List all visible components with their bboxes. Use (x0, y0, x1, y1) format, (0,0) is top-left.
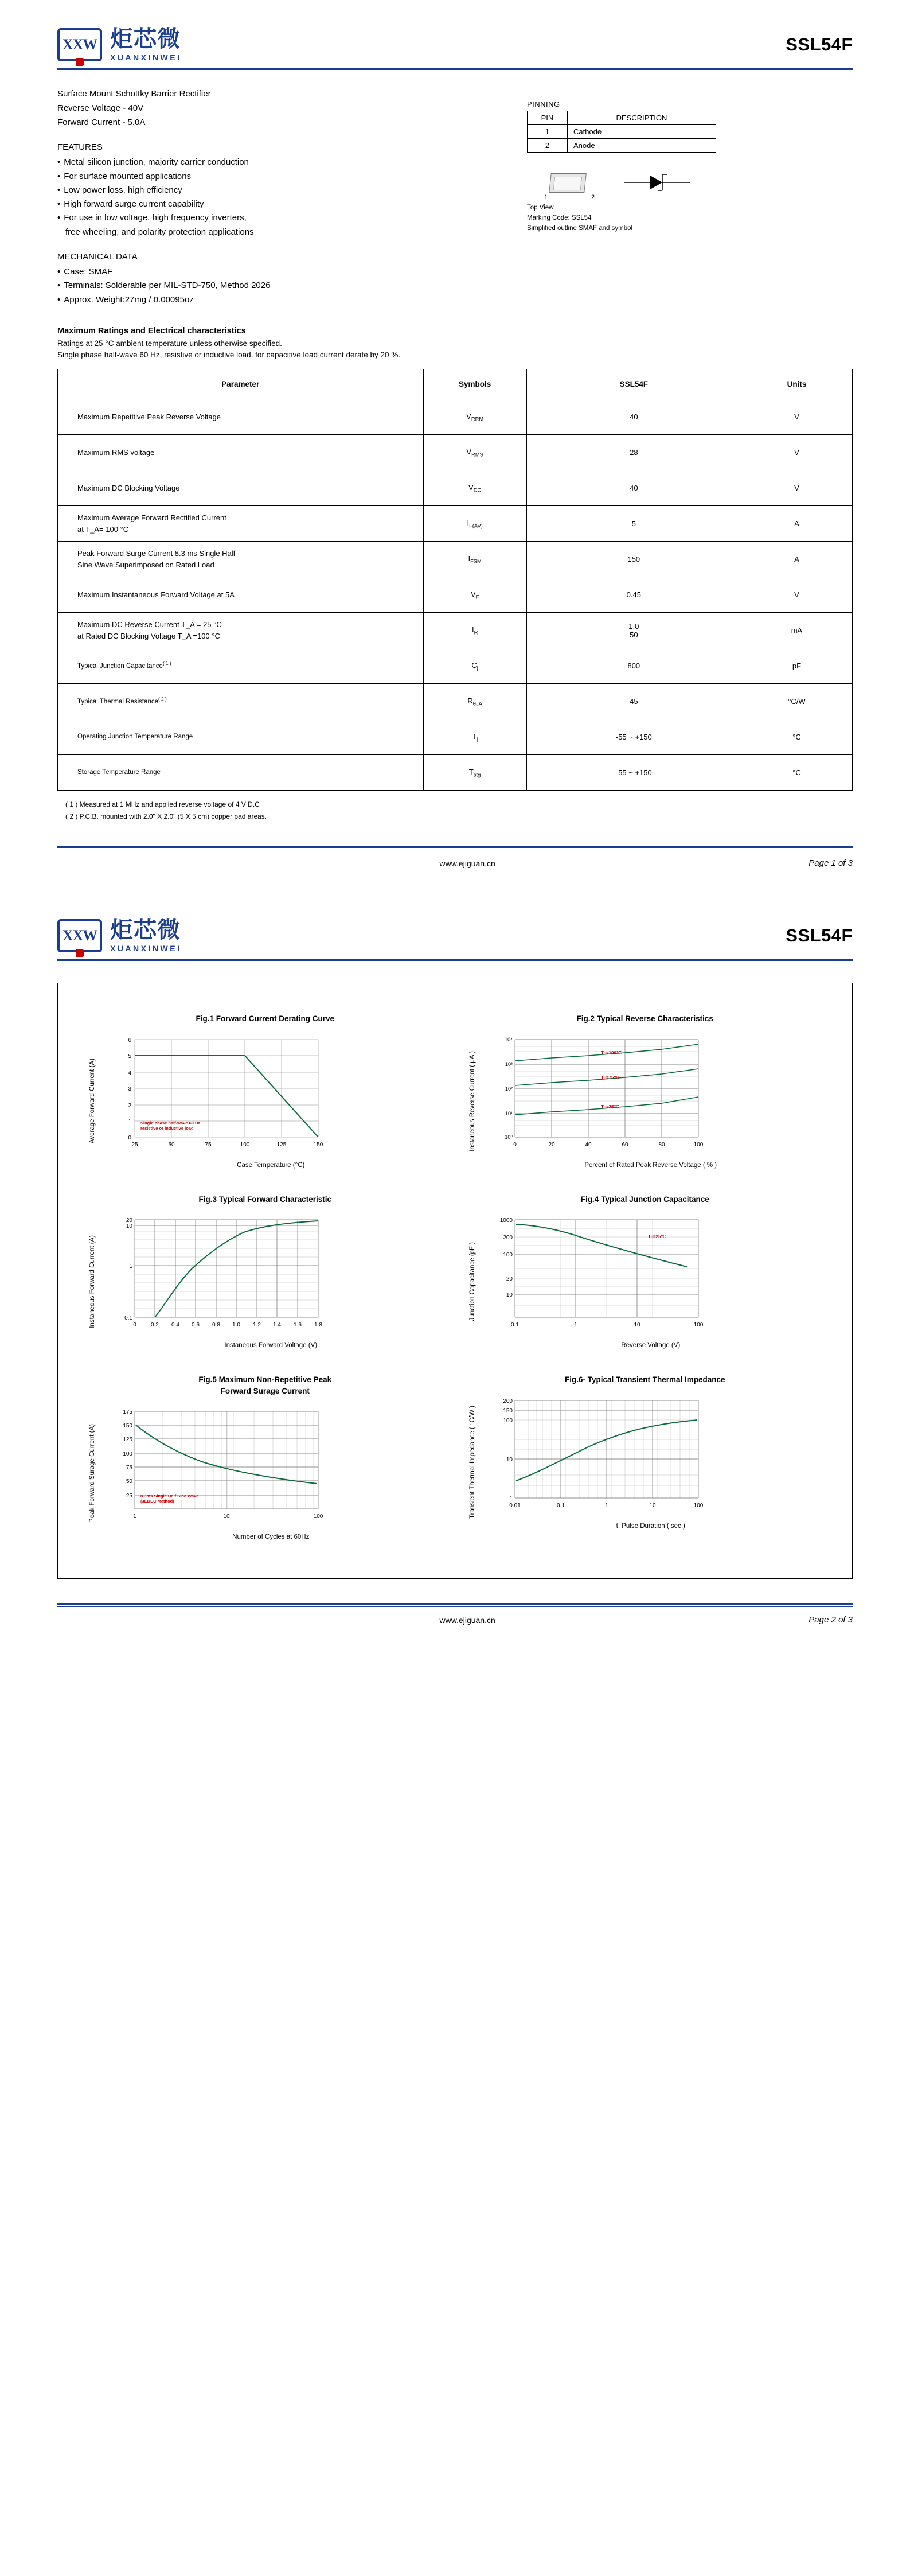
mechanical-item: • Case: SMAF (57, 265, 487, 279)
chart-title: Fig.4 Typical Junction Capacitance (580, 1194, 709, 1204)
feature-item: • High forward surge current capability (57, 197, 487, 211)
svg-text:8.3ms Single Half Sine Wave: 8.3ms Single Half Sine Wave (140, 1493, 199, 1499)
chart-plot-area (481, 1395, 710, 1515)
row-symbol: $T_j$ (423, 719, 526, 755)
svg-text:1: 1 (573, 1322, 577, 1329)
chart-fig4 (455, 1184, 835, 1364)
row-parameter: Maximum Average Forward Rectified Current at T_A= 100 °C (58, 506, 424, 542)
package-pin1-label: 1 (544, 194, 548, 201)
svg-text:0.2: 0.2 (151, 1322, 159, 1329)
svg-text:100: 100 (693, 1141, 703, 1148)
ratings-subtitle-2: Single phase half-wave 60 Hz, resistive or inductive load, for capacitive load current derate by 20 %. (57, 351, 401, 360)
brand-name-cn: 炬芯微 (110, 26, 181, 52)
svg-text:10: 10 (506, 1456, 513, 1463)
header-symbols: Symbols (423, 369, 526, 399)
footnote: ( 1 ) Measured at 1 MHz and applied reverse voltage of 4 V D.C (65, 800, 260, 809)
row-parameter: Maximum RMS voltage (58, 435, 424, 470)
chart-ylabel: Average Forward Current (A) (89, 1059, 96, 1144)
svg-text:75: 75 (126, 1465, 132, 1472)
header-rule-thick (57, 959, 853, 961)
page-header (57, 891, 853, 952)
row-value: 150 (526, 542, 741, 577)
svg-text:5: 5 (128, 1053, 131, 1060)
footer-url[interactable]: www.ejiguan.cn (439, 858, 495, 868)
chart-fig6 (455, 1364, 835, 1555)
table-row (58, 470, 853, 506)
svg-text:0.6: 0.6 (192, 1322, 200, 1329)
svg-text:100: 100 (693, 1322, 703, 1329)
row-unit: A (741, 542, 852, 577)
chart-xlabel: t, Pulse Duration ( sec ) (616, 1522, 685, 1530)
row-symbol: $V_{RMS}$ (423, 435, 526, 470)
svg-text:10: 10 (126, 1223, 132, 1230)
row-value: -55 ~ +150 (526, 755, 741, 791)
svg-text:150: 150 (123, 1423, 132, 1430)
chart-fig2 (455, 1003, 835, 1184)
chart-ylabel: Transient Thermal Impedance ( °C/W ) (468, 1405, 476, 1519)
package-note-line: Simplified outline SMAF and symbol (526, 224, 633, 232)
row-parameter: Peak Forward Surge Current 8.3 ms Single Half Sine Wave Superimposed on Rated Load (58, 542, 424, 577)
svg-text:150: 150 (502, 1407, 513, 1414)
svg-text:175: 175 (123, 1409, 132, 1416)
svg-text:2: 2 (128, 1102, 131, 1109)
svg-text:200: 200 (502, 1235, 513, 1242)
feature-item: • Metal silicon junction, majority carrier conduction (57, 155, 487, 169)
row-parameter: Maximum Repetitive Peak Reverse Voltage (58, 399, 424, 435)
table-row (58, 506, 853, 542)
svg-text:50: 50 (168, 1141, 175, 1148)
svg-text:4: 4 (128, 1069, 131, 1076)
ratings-title: Maximum Ratings and Electrical characteristics (57, 326, 246, 336)
pin-description: Cathode (567, 125, 716, 139)
row-symbol: $V_{RRM}$ (423, 399, 526, 435)
chart-annotation: Single phase half-wave 60 Hz (140, 1120, 201, 1126)
pinning-table (527, 111, 716, 153)
chart-title: Fig.2 Typical Reverse Characteristics (576, 1014, 713, 1024)
svg-text:40: 40 (584, 1141, 592, 1148)
svg-text:1.6: 1.6 (294, 1322, 302, 1329)
mechanical-item: • Approx. Weight:27mg / 0.00095oz (57, 293, 487, 307)
table-row (527, 139, 716, 153)
smaf-package-icon (549, 173, 587, 193)
header-rule-thick (57, 68, 853, 70)
page-2 (0, 891, 910, 1648)
chart-plot-area (481, 1034, 710, 1154)
feature-item: • For use in low voltage, high frequency inverters, (57, 211, 487, 225)
svg-text:T↓=75℃: T↓=75℃ (600, 1075, 619, 1080)
svg-text:1.2: 1.2 (253, 1322, 261, 1329)
svg-text:(JEDEC Method): (JEDEC Method) (140, 1499, 174, 1504)
pin-number: 1 (527, 125, 567, 139)
chart-plot-area (100, 1214, 330, 1334)
row-unit: °C (741, 719, 852, 755)
row-value: 45 (526, 684, 741, 719)
chart-plot-area (100, 1406, 330, 1526)
row-unit: °C/W (741, 684, 852, 719)
row-symbol: $I_R$ (423, 613, 526, 648)
svg-text:10¹: 10¹ (505, 1110, 513, 1116)
row-value: 800 (526, 648, 741, 684)
chart-title: Fig.5 Maximum Non-Repetitive Peak Forward Surage Current (198, 1375, 332, 1395)
table-row (58, 648, 853, 684)
svg-text:10⁰: 10⁰ (504, 1134, 513, 1140)
row-unit: V (741, 577, 852, 613)
row-parameter: Maximum DC Reverse Current T_A = 25 °C at Rated DC Blocking Voltage T_A =100 °C (58, 613, 424, 648)
feature-item: • Low power loss, high efficiency (57, 184, 487, 197)
part-number-heading: SSL54F (786, 34, 853, 55)
table-row (58, 684, 853, 719)
chart-plot-area (481, 1214, 710, 1334)
table-row (58, 613, 853, 648)
header-value: SSL54F (526, 369, 741, 399)
chart-ylabel: Instaneous Forward Current (A) (89, 1235, 96, 1328)
chart-title: Fig.1 Forward Current Derating Curve (196, 1014, 335, 1024)
svg-text:125: 125 (276, 1141, 287, 1148)
chart-xlabel: Percent of Rated Peak Reverse Voltage ( % ) (584, 1161, 717, 1169)
row-parameter: Maximum Instantaneous Forward Voltage at 5A (58, 577, 424, 613)
pinning-label: PINNING (526, 100, 560, 108)
svg-text:10: 10 (223, 1513, 230, 1520)
chart-title: Fig.3 Typical Forward Characteristic (198, 1194, 332, 1204)
row-unit: mA (741, 613, 852, 648)
row-value: 1.0 50 (526, 613, 741, 648)
chart-row-1 (75, 1003, 835, 1184)
chart-fig3 (75, 1184, 455, 1364)
table-header-row (527, 111, 716, 125)
row-parameter: Operating Junction Temperature Range (58, 719, 424, 755)
svg-text:1000: 1000 (499, 1217, 513, 1224)
svg-text:10: 10 (649, 1502, 656, 1509)
svg-text:10²: 10² (505, 1085, 513, 1092)
brand-name-en: XUANXINWEI (110, 53, 182, 62)
chart-xlabel: Number of Cycles at 60Hz (232, 1534, 310, 1541)
chart-row-3 (75, 1364, 835, 1555)
description-col-header: DESCRIPTION (567, 111, 716, 125)
package-outline-diagram (527, 165, 716, 201)
svg-text:0.01: 0.01 (509, 1502, 521, 1509)
charts-container (57, 983, 853, 1579)
company-logo (57, 28, 181, 61)
row-parameter: Maximum DC Blocking Voltage (58, 470, 424, 506)
part-number-heading: SSL54F (786, 925, 853, 945)
row-unit: V (741, 435, 852, 470)
page-header (57, 0, 853, 61)
row-symbol: $C_j$ (423, 648, 526, 684)
table-row (58, 542, 853, 577)
logo-mark-text: XXW (62, 927, 97, 944)
svg-text:25: 25 (131, 1141, 138, 1148)
diode-symbol-icon (624, 170, 699, 195)
page-footer (57, 850, 853, 868)
intro-line-1: Surface Mount Schottky Barrier Rectifier (57, 89, 211, 99)
svg-text:0.4: 0.4 (171, 1322, 179, 1329)
chart-ylabel: Peak Forward Surage Current (A) (89, 1423, 96, 1523)
svg-text:60: 60 (621, 1141, 628, 1148)
row-symbol: $T_{stg}$ (423, 755, 526, 791)
package-note-line: Marking Code: SSL54 (526, 214, 592, 221)
company-logo (57, 919, 181, 952)
row-unit: A (741, 506, 852, 542)
page-footer (57, 1607, 853, 1625)
svg-text:1: 1 (509, 1495, 513, 1502)
svg-text:0.1: 0.1 (510, 1322, 519, 1329)
row-unit: V (741, 399, 852, 435)
table-row (527, 125, 716, 139)
table-row (58, 399, 853, 435)
footnote: ( 2 ) P.C.B. mounted with 2.0" X 2.0" (5 X 5 cm) copper pad areas. (65, 812, 267, 820)
feature-item: free wheeling, and polarity protection applications (65, 227, 254, 237)
package-notes (527, 203, 853, 234)
features-title: FEATURES (57, 142, 103, 153)
svg-text:0: 0 (133, 1322, 136, 1329)
logo-mark-text: XXW (62, 36, 97, 53)
svg-text:200: 200 (502, 1398, 513, 1404)
svg-text:3: 3 (128, 1085, 131, 1092)
row-symbol: $I_{F(AV)}$ (423, 506, 526, 542)
logo-mark-icon (57, 919, 102, 952)
svg-text:1: 1 (133, 1513, 136, 1520)
svg-text:10: 10 (506, 1292, 513, 1299)
footer-rule-thick (57, 846, 853, 848)
svg-text:10⁴: 10⁴ (504, 1036, 513, 1042)
pinning-section (487, 87, 853, 307)
chart-row-2 (75, 1184, 835, 1364)
header-parameter: Parameter (58, 369, 424, 399)
row-value: 40 (526, 470, 741, 506)
svg-text:10: 10 (633, 1322, 640, 1329)
row-parameter: Storage Temperature Range (58, 755, 424, 791)
svg-text:75: 75 (205, 1141, 212, 1148)
svg-text:0: 0 (128, 1134, 131, 1141)
svg-text:T↓=25℃: T↓=25℃ (600, 1104, 619, 1110)
svg-text:80: 80 (658, 1141, 665, 1148)
pin-col-header: PIN (527, 111, 567, 125)
page-1 (0, 0, 910, 868)
chart-xlabel: Reverse Voltage (V) (621, 1342, 681, 1349)
page-number: Page 1 of 3 (809, 858, 853, 869)
ratings-subtitle-1: Ratings at 25 °C ambient temperature unless otherwise specified. (57, 338, 282, 348)
svg-text:100: 100 (313, 1513, 323, 1520)
page-number: Page 2 of 3 (809, 1615, 853, 1625)
row-value: 0.45 (526, 577, 741, 613)
svg-text:1: 1 (129, 1263, 132, 1270)
svg-text:1: 1 (604, 1502, 608, 1509)
svg-text:1.4: 1.4 (273, 1322, 281, 1329)
row-value: 40 (526, 399, 741, 435)
row-symbol: $V_{DC}$ (423, 470, 526, 506)
row-symbol: $I_{FSM}$ (423, 542, 526, 577)
table-header-row (58, 369, 853, 399)
svg-text:100: 100 (123, 1451, 132, 1458)
svg-text:125: 125 (123, 1437, 132, 1443)
svg-text:0: 0 (513, 1141, 517, 1148)
svg-text:10³: 10³ (505, 1061, 513, 1067)
intro-line-2: Reverse Voltage - 40V (57, 103, 144, 113)
package-note-line: Top View (526, 204, 554, 211)
svg-text:0.1: 0.1 (556, 1502, 565, 1509)
chart-ylabel: Junction Capacitance (pF ) (468, 1242, 476, 1321)
mechanical-title: MECHANICAL DATA (57, 252, 138, 262)
svg-text:50: 50 (126, 1478, 132, 1485)
svg-text:0.8: 0.8 (212, 1322, 220, 1329)
svg-text:resistive or inductive load: resistive or inductive load (140, 1125, 194, 1131)
svg-text:6: 6 (128, 1037, 131, 1044)
table-row (58, 577, 853, 613)
svg-text:150: 150 (313, 1141, 323, 1148)
footer-url[interactable]: www.ejiguan.cn (439, 1615, 495, 1625)
logo-mark-icon (57, 28, 102, 61)
svg-text:100: 100 (502, 1252, 513, 1259)
ratings-table (57, 369, 853, 791)
intro-line-3: Forward Current - 5.0A (57, 117, 146, 127)
pin-description: Anode (567, 139, 716, 153)
chart-fig5 (75, 1364, 455, 1555)
table-row (58, 719, 853, 755)
svg-text:100: 100 (693, 1502, 703, 1509)
row-symbol: $V_F$ (423, 577, 526, 613)
svg-text:1: 1 (128, 1118, 131, 1125)
row-unit: °C (741, 755, 852, 791)
header-units: Units (741, 369, 852, 399)
row-parameter: Typical Thermal Resistance$^{( 2 )}$ (58, 684, 424, 719)
chart-xlabel: Case Temperature (°C) (237, 1161, 305, 1169)
svg-text:1.8: 1.8 (314, 1322, 322, 1329)
table-row (58, 435, 853, 470)
chart-ylabel: Instaneous Reverse Current ( μA ) (468, 1050, 476, 1151)
svg-text:20: 20 (506, 1276, 513, 1283)
chart-plot-area (100, 1034, 330, 1154)
svg-text:25: 25 (126, 1493, 132, 1500)
svg-text:T↓=25℃: T↓=25℃ (647, 1234, 666, 1240)
features-list (57, 155, 487, 239)
row-value: 28 (526, 435, 741, 470)
row-parameter: Typical Junction Capacitance$^{( 1 )}$ (58, 648, 424, 684)
row-value: -55 ~ +150 (526, 719, 741, 755)
table-footnotes (57, 799, 853, 822)
row-unit: pF (741, 648, 852, 684)
svg-text:100: 100 (240, 1141, 250, 1148)
svg-text:100: 100 (502, 1417, 513, 1424)
mechanical-list (57, 265, 487, 307)
chart-xlabel: Instaneous Forward Voltage (V) (224, 1342, 318, 1349)
row-symbol: $R_{\theta JA}$ (423, 684, 526, 719)
brand-name-cn: 炬芯微 (110, 917, 181, 944)
svg-text:20: 20 (548, 1141, 555, 1148)
footer-rule-thick (57, 1603, 853, 1605)
row-unit: V (741, 470, 852, 506)
svg-text:20: 20 (126, 1217, 132, 1224)
svg-text:1.0: 1.0 (232, 1322, 240, 1329)
feature-item: • For surface mounted applications (57, 170, 487, 184)
table-row (58, 755, 853, 791)
chart-fig1 (75, 1003, 455, 1184)
package-pin2-label: 2 (591, 194, 595, 201)
svg-text:0.1: 0.1 (124, 1315, 132, 1322)
svg-text:T↓=100℃: T↓=100℃ (600, 1050, 622, 1056)
chart-title: Fig.6- Typical Transient Thermal Impedance (564, 1375, 725, 1384)
mechanical-item: • Terminals: Solderable per MIL-STD-750, Method 2026 (57, 279, 487, 293)
intro-section (57, 87, 853, 307)
brand-name-en: XUANXINWEI (110, 944, 182, 954)
pin-number: 2 (527, 139, 567, 153)
row-value: 5 (526, 506, 741, 542)
